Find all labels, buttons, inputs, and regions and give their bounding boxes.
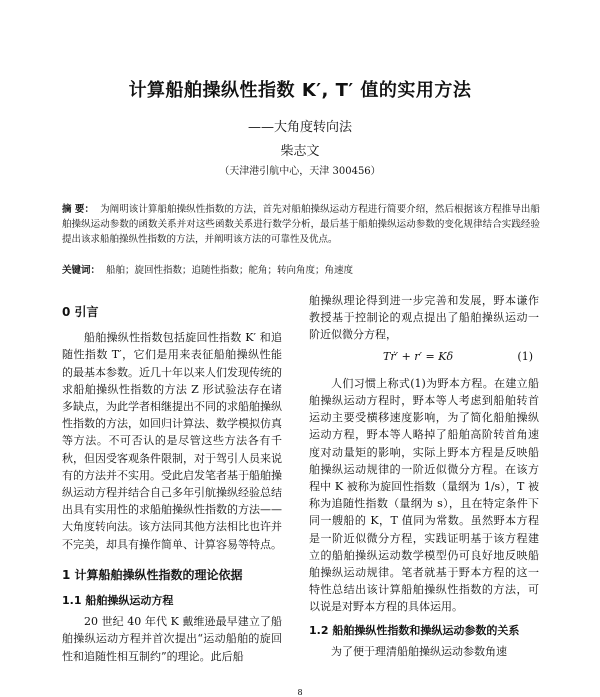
paper-title: 计算船舶操纵性指数 K′, T′ 值的实用方法	[128, 80, 472, 101]
author-name: 柴志文	[280, 144, 320, 159]
nomoto-paragraph: 人们习惯上称式(1)为野本方程。在建立船舶操纵运动方程时，野本等人考虑到船舶转首运动主要受横移速度影响，为了简化船舶操纵运动方程，野本等人略掉了船舶高阶转首角速度对动量矩的影响，实际上野本方程是反映船舶操纵运动规律的一阶近似微分方程。在该方程中 K 被称为旋回性指数（量纲为 1/s），T 被称为追随性指数（量纲为 s），且在特定条件下同一艘船的 K，T 值同为常数。虽然野本方程是一阶近似微分方程，实践证明基于该方程建立的船舶操纵运动数学模型仍可良好地反映船舶操纵运动规律。笔者就基于野本方程的这一特性总结出该计算船舶操纵性指数的方法，可以说是对野本方程的具体运用。	[309, 376, 539, 614]
section-1-1-heading: 1.1 船舶操纵运动方程	[62, 594, 174, 608]
section-0-heading: 0 引言	[62, 305, 99, 319]
keywords	[62, 264, 540, 278]
keywords-text: 船舶；旋回性指数；追随性指数；舵角；转向角度；角速度	[106, 265, 354, 276]
section-1-2-heading: 1.2 船舶操纵性指数和操纵运动参数的关系	[309, 623, 520, 637]
equation-number: (1)	[517, 349, 533, 363]
abstract-text: 为阐明该计算船舶操纵性指数的方法，首先对船舶操纵运动方程进行简要介绍，然后根据该方程推导出船舶操纵运动参数的函数关系并对这些函数关系进行数学分析，最后基于船舶操纵运动参数的变化规律结合实践经验提出该求船舶操纵性指数的方法，并阐明该方法的可靠性及优点。	[62, 204, 540, 245]
keywords-label: 关键词：	[62, 265, 101, 276]
author-affiliation: （天津港引航中心，天津 300456）	[219, 166, 381, 177]
equation-1	[309, 348, 539, 365]
abstract	[62, 202, 540, 247]
left-column	[62, 292, 282, 665]
page-number: 8	[297, 688, 303, 697]
continued-paragraph: 舶操纵理论得到进一步完善和发展，野本谦作教授基于控制论的观点提出了船舶操纵运动一阶近似微分方程，	[309, 294, 539, 342]
abstract-label: 摘 要：	[62, 204, 95, 215]
section-1-heading: 1 计算船舶操纵性指数的理论依据	[62, 567, 243, 582]
right-column	[309, 292, 539, 660]
section-0-paragraph: 船舶操纵性指数包括旋回性指数 K′ 和追随性指数 T′，它们是用来表征船舶操纵性能的最基本参数。近几十年以来人们发现传统的求船舶操纵性指数的方法 Z 形试验法存在诸多缺点，为此学者相继提出不同的求船舶操纵性指数的方法，如回归计算法、数学模拟仿真等方法。不可否认的是尽管这些方法各有千秋，但因受客观条件限制，对于驾引人员来说有的方法并不实用。受此启发笔者基于船舶操纵运动方程并结合自己多年引航操纵经验总结出具有实用性的求船舶操纵性指数的方法——大角度转向法。该方法同其他方法相比也许并不完美，却具有操作简单、计算容易等特点。	[62, 331, 282, 551]
section-1-2-paragraph: 为了便于理清船舶操纵运动参数角速	[331, 644, 507, 658]
section-1-1-paragraph: 20 世纪 40 年代 K 戴维逊最早建立了船舶操纵运动方程并首次提出“运动船舶的旋回性和追随性相互制约”的理论。此后船	[62, 615, 282, 663]
paper-subtitle: ——大角度转向法	[247, 120, 352, 135]
equation-expression: Tṙ′ + r′ = Kδ	[383, 349, 454, 363]
